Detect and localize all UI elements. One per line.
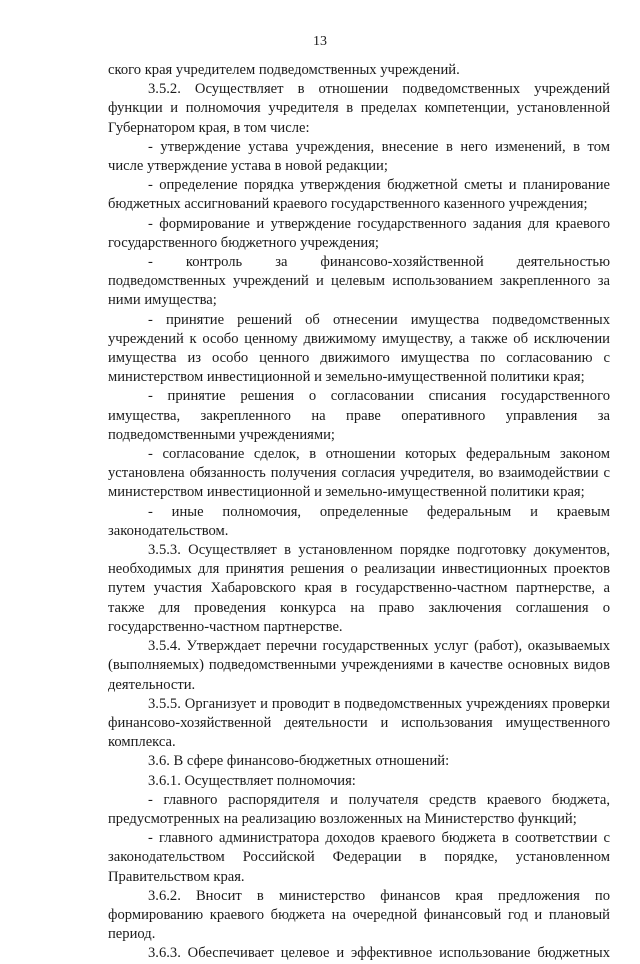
list-item: - принятие решений об отнесении имущества подведомственных учреждений к особо ценному движимому имуществу, а также об исключении имущества из особо ценного движимого имущества по согласованию с министерством инвестиционной и земельно-имущественной политики края;	[108, 311, 610, 386]
paragraph-3-5-2: 3.5.2. Осуществляет в отношении подведомственных учреждений функции и полномочия учредителя в пределах компетенции, установленной Губернатором края, в том числе:	[108, 81, 610, 136]
paragraph-3-5-3: 3.5.3. Осуществляет в установленном порядке подготовку документов, необходимых для принятия решения о реализации инвестиционных проектов путем участия Хабаровского края в государственно-частном партнерстве, а также для проведения конкурса на право заключения соглашения о государственно-частном партнерстве.	[108, 542, 610, 635]
list-item: - согласование сделок, в отношении которых федеральным законом установлена обязанность получения согласия учредителя, во взаимодействии с министерством инвестиционной и земельно-имущественной политики края;	[108, 446, 610, 501]
document-body	[108, 61, 610, 964]
list-item: - принятие решения о согласовании списания государственного имущества, закрепленного на праве оперативного управления за подведомственными учреждениями;	[108, 388, 610, 443]
paragraph-3-6-1: 3.6.1. Осуществляет полномочия:	[148, 772, 356, 789]
page-number: 13	[313, 34, 327, 49]
list-item: - утверждение устава учреждения, внесение в него изменений, в том числе утверждение устава в новой редакции;	[108, 138, 610, 175]
paragraph-3-6-3: 3.6.3. Обеспечивает целевое и эффективное использование бюджетных	[148, 945, 610, 962]
list-item: - формирование и утверждение государственного задания для краевого государственного бюджетного учреждения;	[108, 215, 610, 251]
paragraph-3-6-2: 3.6.2. Вносит в министерство финансов края предложения по формированию краевого бюджета на очередной финансовый год и плановый период.	[108, 887, 610, 943]
list-item: - иные полномочия, определенные федеральным и краевым законодательством.	[108, 503, 610, 539]
list-item: - главного администратора доходов краевого бюджета в соответствии с законодательством Российской Федерации в порядке, установленном Правительством края.	[108, 830, 610, 885]
paragraph: ского края учредителем подведомственных учреждений.	[108, 62, 460, 78]
paragraph-3-5-4: 3.5.4. Утверждает перечни государственных услуг (работ), оказываемых (выполняемых) подведомственными учреждениями в качестве основных видов деятельности.	[108, 638, 610, 693]
list-item: - определение порядка утверждения бюджетной сметы и планирование бюджетных ассигнований краевого государственного казенного учреждения;	[108, 177, 610, 213]
list-item: - главного распорядителя и получателя средств краевого бюджета, предусмотренных на реализацию возложенных на Министерство функций;	[108, 791, 610, 827]
section-heading-3-6: 3.6. В сфере финансово-бюджетных отношений:	[148, 753, 450, 770]
paragraph-3-5-5: 3.5.5. Организует и проводит в подведомственных учреждениях проверки финансово-хозяйственной деятельности и использования имущественного комплекса.	[108, 695, 610, 751]
list-item: - контроль за финансово-хозяйственной деятельностью подведомственных учреждений и целевым использованием закрепленного за ними имущества;	[108, 254, 610, 309]
